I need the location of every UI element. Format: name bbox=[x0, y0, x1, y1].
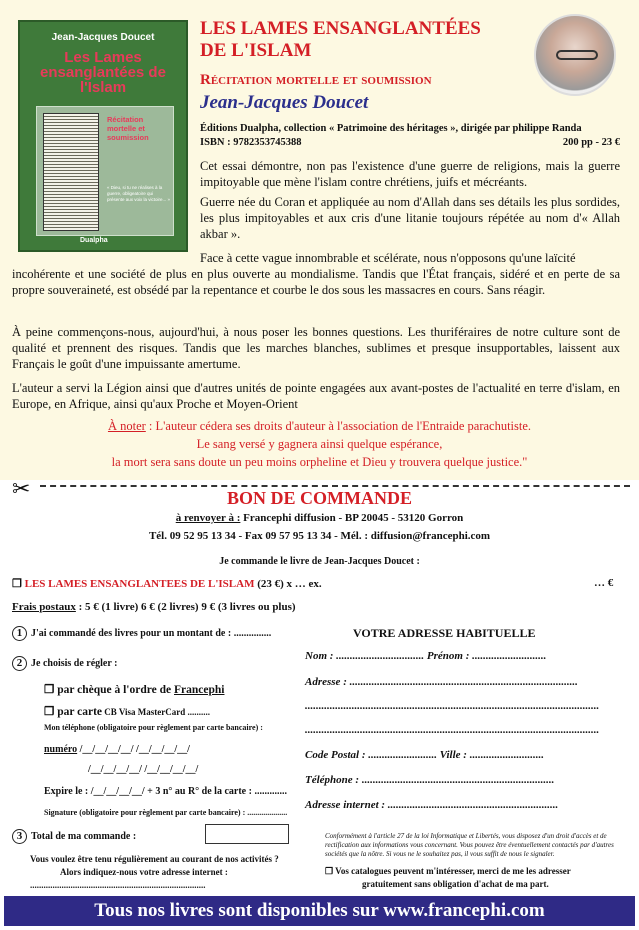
amount-field[interactable]: ............... bbox=[233, 628, 272, 639]
book-subtitle: Récitation mortelle et soumission bbox=[200, 72, 432, 88]
cheque-label: par chèque à l'ordre de bbox=[57, 684, 174, 696]
cover-panel bbox=[36, 106, 174, 236]
return-address-text: Francephi diffusion - BP 20045 - 53120 Gorron bbox=[240, 512, 464, 524]
cheque-payee: Francephi bbox=[174, 684, 225, 696]
paragraph-2: Guerre née du Coran et appliquée au nom d'Allah dans ses détails les plus sordides, les plus impitoyables et aux cris d'une litanie toujours répétée au nom d'« Allah akbar ». bbox=[200, 195, 620, 241]
return-label: à renvoyer à : bbox=[175, 512, 241, 524]
cover-title: Les Lames ensanglantées de l'Islam bbox=[40, 49, 166, 96]
step-number-3: 3 bbox=[12, 829, 27, 844]
phone-field[interactable]: Téléphone : ...................................................................... bbox=[305, 774, 555, 786]
cover-author: Jean-Jacques Doucet bbox=[51, 32, 155, 43]
isbn: ISBN : 9782353745388 bbox=[200, 137, 302, 148]
order-price: (23 €) x … ex. bbox=[254, 578, 322, 590]
quran-page-image bbox=[43, 113, 99, 231]
step-1 bbox=[12, 626, 271, 641]
card-number-row-1: /__/__/__/__/ /__/__/__/__/ bbox=[77, 744, 190, 755]
paragraph-5: L'auteur a servi la Légion ainsi que d'autres unités de pointe engagées aux avant-postes de l'actualité en terre d'islam, en Europe, en Afrique, ainsi qu'aux Proche et Moyen-Orient bbox=[12, 381, 620, 411]
order-form-title: BON DE COMMANDE bbox=[227, 488, 412, 508]
title-line-2: DE L'ISLAM bbox=[200, 40, 312, 61]
address-line-3[interactable]: ........................................................................................................... bbox=[305, 724, 600, 736]
internet-address-field[interactable]: Adresse internet : .............................................................. bbox=[305, 799, 559, 811]
step-3-label: Total de ma commande : bbox=[31, 831, 137, 842]
return-address bbox=[0, 512, 639, 524]
note-text: : L'auteur cédera ses droits d'auteur à l'association de l'Entraide parachutiste. bbox=[145, 419, 532, 433]
address-title: VOTRE ADRESSE HABITUELLE bbox=[353, 626, 536, 640]
cover-publisher: Dualpha bbox=[80, 237, 108, 244]
scissors-icon: ✂ bbox=[12, 476, 31, 501]
step-3 bbox=[12, 829, 136, 844]
note-label: À noter bbox=[107, 419, 146, 433]
step-number-2: 2 bbox=[12, 656, 27, 671]
postage-rates: : 5 € (1 livre) 6 € (2 livres) 9 € (3 livres ou plus) bbox=[75, 601, 296, 613]
step-number-1: 1 bbox=[12, 626, 27, 641]
catalogue-option[interactable]: ❐ Vos catalogues peuvent m'intéresser, merci de me les adresser bbox=[325, 866, 571, 876]
contact-info: Tél. 09 52 95 13 34 - Fax 09 57 95 13 34 - Mél. : diffusion@francephi.com bbox=[148, 530, 491, 542]
step-2 bbox=[12, 656, 117, 671]
paragraph-3: incohérente et une société de plus en plus ouverte au mondialisme. Tandis que l'État français, sidéré et en perte de sa propre souveraineté, est obsédé par la repentance et courbe le dos sous les massacres en cours. Sans réagir. bbox=[12, 267, 620, 297]
name-field[interactable]: Nom : ................................ Prénom : ........................... bbox=[305, 650, 547, 662]
note-line-2: Le sang versé y gagnera ainsi quelque espérance, bbox=[196, 437, 443, 451]
book-title bbox=[200, 18, 481, 62]
legal-notice: Conformément à l'article 27 de la loi Informatique et Libertés, vous disposez d'un droit d'accès et de rectification aux informations vous concernant. Vous pouvez être éventuellement contactés par d'autres sociétés que la nôtre. Si vous ne le souhaitez pas, il vous suffit de nous le signaler. bbox=[325, 832, 614, 858]
note-line-3: la mort sera sans doute un peu moins orpheline et Dieu y trouvera quelque justice." bbox=[111, 455, 528, 469]
email-field[interactable]: .............................................................................. bbox=[30, 880, 206, 890]
author-photo bbox=[534, 14, 616, 96]
order-total-field[interactable]: … € bbox=[594, 577, 614, 589]
cut-line bbox=[40, 485, 630, 487]
step-2-label: Je choisis de régler : bbox=[31, 658, 118, 669]
cover-blurb: « Dieu, si tu ne réalises à la guerre, obligeatoire qui présente aux voix la victoire... » bbox=[107, 185, 171, 202]
order-intro: Je commande le livre de Jean-Jacques Doucet : bbox=[219, 556, 420, 567]
postal-city-field[interactable]: Code Postal : ......................... Ville : ........................... bbox=[305, 749, 544, 761]
cover-subtitle: Récitation mortelle et soumission bbox=[107, 115, 149, 142]
glasses-shape bbox=[556, 50, 598, 60]
edition-info bbox=[200, 122, 620, 150]
order-line[interactable]: ❐ LES LAMES ENSANGLANTEES DE L'ISLAM (23 €) x … ex. bbox=[12, 578, 322, 590]
catalogue-label: Vos catalogues peuvent m'intéresser, merci de me les adresser bbox=[335, 866, 571, 876]
paragraph-1: Cet essai démontre, non pas l'existence d'une guerre de religions, mais la guerre impitoyable que mène l'islam contre chrétiens, juifs et mécréants. bbox=[200, 159, 620, 189]
card-option[interactable]: ❐ par carte CB Visa MasterCard .......... bbox=[44, 706, 210, 718]
newsletter-prompt: Alors indiquez-nous votre adresse internet : bbox=[60, 867, 228, 877]
card-label: par carte bbox=[57, 706, 102, 718]
address-field[interactable]: Adresse : ................................................................................... bbox=[305, 676, 578, 688]
title-line-1: LES LAMES ENSANGLANTÉES bbox=[200, 18, 481, 39]
card-number-row-2[interactable]: /__/__/__/__/ /__/__/__/__/ bbox=[88, 764, 199, 775]
postage bbox=[12, 601, 296, 613]
card-number-label: numéro bbox=[44, 744, 78, 755]
phone-label: Mon téléphone (obligatoire pour règlement par carte bancaire) : bbox=[44, 723, 263, 732]
address-line-2[interactable]: ........................................................................................................... bbox=[305, 700, 600, 712]
book-price: 200 pp - 23 € bbox=[562, 137, 620, 148]
card-types: CB Visa MasterCard .......... bbox=[102, 707, 210, 717]
total-input-box[interactable] bbox=[205, 824, 289, 844]
cheque-option[interactable]: ❐ par chèque à l'ordre de Francephi bbox=[44, 684, 225, 696]
expiry-field[interactable]: Expire le : /__/__/__/__/ + 3 n° au R° de la carte : ............. bbox=[44, 786, 287, 797]
postage-label: Frais postaux bbox=[12, 601, 76, 613]
newsletter-question: Vous voulez être tenu régulièrement au courant de nos activités ? bbox=[30, 854, 279, 864]
paragraph-4: À peine commençons-nous, aujourd'hui, à nous poser les bonnes questions. Les thuriféraires de notre culture sont de qualité et prennent des risques. Tandis que les marches blanches, sublimes et presque insupportables, laissent aux Français le goût d'une impuissante amertume. bbox=[12, 325, 620, 371]
note-line-1 bbox=[0, 418, 639, 435]
card-number[interactable] bbox=[44, 744, 190, 755]
signature-field[interactable]: Signature (obligatoire pour règlement par carte bancaire) : .................... bbox=[44, 808, 288, 817]
catalogue-label-2: gratuitement sans obligation d'achat de ma part. bbox=[362, 879, 549, 889]
paragraph-3-start: Face à cette vague innombrable et scélérate, nous n'opposons qu'une laïcité bbox=[200, 251, 576, 265]
edition-text: Éditions Dualpha, collection « Patrimoine des héritages », dirigée par philippe Randa bbox=[200, 123, 582, 134]
order-book-title: LES LAMES ENSANGLANTEES DE L'ISLAM bbox=[24, 578, 255, 590]
book-cover bbox=[18, 20, 188, 252]
footer-banner: Tous nos livres sont disponibles sur www.francephi.com bbox=[4, 896, 635, 926]
step-1-label: J'ai commandé des livres pour un montant de : bbox=[31, 628, 232, 639]
book-author: Jean-Jacques Doucet bbox=[200, 92, 369, 113]
